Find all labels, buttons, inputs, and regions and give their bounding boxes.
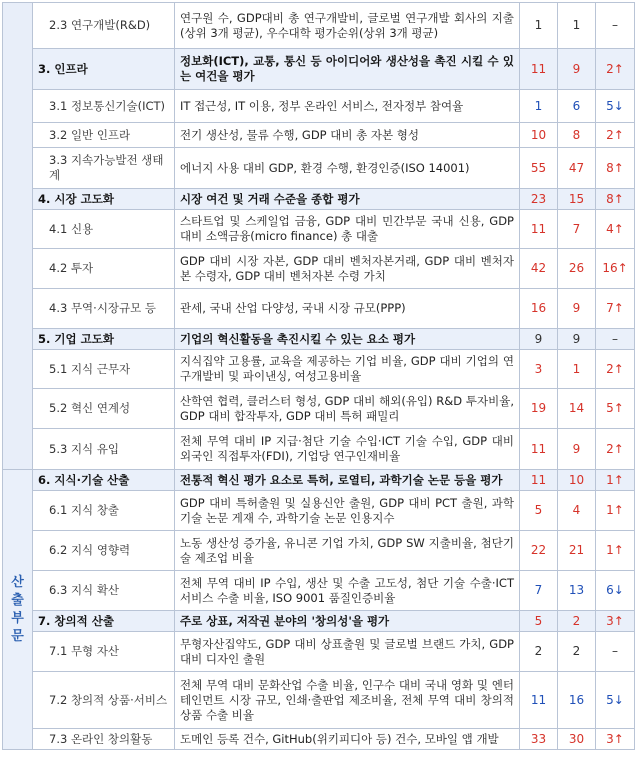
indicator-name: 7.2 창의적 상품·서비스 [33, 672, 175, 729]
rank-current: 2 [558, 632, 596, 672]
table-row [3, 491, 635, 531]
indicator-description: 시장 여건 및 거래 수준을 종합 평가 [175, 189, 520, 210]
innovation-index-table [2, 2, 635, 750]
rank-change [596, 429, 635, 470]
rank-change [596, 672, 635, 729]
arrow-up-icon: ↑ [613, 401, 624, 415]
side-cell-input [3, 3, 33, 470]
rank-current: 4 [558, 491, 596, 531]
indicator-name: 4.2 투자 [33, 249, 175, 289]
indicator-description: 전체 무역 대비 문화산업 수출 비율, 인구수 대비 국내 영화 및 엔터테인먼트 시장 규모, 인쇄·출판업 제조비율, 전체 무역 대비 창의적 상품 수출 비율 [175, 672, 520, 729]
rank-current: 13 [558, 571, 596, 611]
indicator-name: 4.3 무역·시장규모 등 [33, 289, 175, 329]
side-label-output [3, 470, 33, 750]
rank-previous: 42 [520, 249, 558, 289]
indicator-description: 전기 생산성, 물류 수행, GDP 대비 총 자본 형성 [175, 123, 520, 148]
rank-previous: 11 [520, 210, 558, 249]
indicator-name: 7.3 온라인 창의활동 [33, 729, 175, 750]
rank-change [596, 123, 635, 148]
table-row [3, 389, 635, 429]
rank-previous: 5 [520, 491, 558, 531]
category-row [3, 611, 635, 632]
rank-change-value: – [612, 331, 618, 346]
rank-previous: 11 [520, 470, 558, 491]
rank-change-value: 5 [606, 98, 614, 113]
rank-change [596, 90, 635, 123]
category-row [3, 189, 635, 210]
table-row [3, 350, 635, 389]
indicator-description: 전체 무역 대비 IP 수입, 생산 및 수출 고도성, 첨단 기술 수출·ICT 서비스 수출 비율, ISO 9001 품질인증비율 [175, 571, 520, 611]
indicator-description: 관세, 국내 산업 다양성, 국내 시장 규모(PPP) [175, 289, 520, 329]
table-body [3, 3, 635, 750]
rank-change [596, 350, 635, 389]
indicator-name: 5. 기업 고도화 [33, 329, 175, 350]
arrow-up-icon: ↑ [613, 543, 624, 557]
table-row [3, 531, 635, 571]
indicator-description: 지식집약 고용률, 교육을 제공하는 기업 비율, GDP 대비 기업의 연구개발비 및 파이낸싱, 여성고용비율 [175, 350, 520, 389]
rank-previous: 11 [520, 429, 558, 470]
rank-current: 21 [558, 531, 596, 571]
rank-current: 26 [558, 249, 596, 289]
rank-previous: 1 [520, 3, 558, 49]
rank-previous: 11 [520, 672, 558, 729]
table-row [3, 632, 635, 672]
rank-change [596, 49, 635, 90]
rank-change [596, 470, 635, 491]
indicator-name: 6. 지식·기술 산출 [33, 470, 175, 491]
rank-change [596, 148, 635, 189]
table-row [3, 148, 635, 189]
rank-change-value: 2 [606, 441, 614, 456]
rank-change [596, 289, 635, 329]
rank-change [596, 249, 635, 289]
category-row [3, 49, 635, 90]
indicator-name: 5.3 지식 유입 [33, 429, 175, 470]
rank-current: 15 [558, 189, 596, 210]
rank-change-value: 2 [606, 127, 614, 142]
table-row [3, 729, 635, 750]
indicator-name: 6.1 지식 창출 [33, 491, 175, 531]
indicator-description: 무형자산집약도, GDP 대비 상표출원 및 글로벌 브랜드 가치, GDP 대비 디자인 출원 [175, 632, 520, 672]
arrow-up-icon: ↑ [613, 61, 624, 76]
rank-change-value: 1 [606, 472, 614, 487]
rank-previous: 3 [520, 350, 558, 389]
table-row [3, 289, 635, 329]
indicator-name: 6.3 지식 확산 [33, 571, 175, 611]
rank-change-value: – [612, 18, 618, 32]
rank-previous: 22 [520, 531, 558, 571]
rank-change-value: 8 [606, 160, 614, 175]
indicator-description: 전체 무역 대비 IP 지급·첨단 기술 수입·ICT 기술 수입, GDP 대비 외국인 직접투자(FDI), 기업당 연구인재비율 [175, 429, 520, 470]
arrow-up-icon: ↑ [613, 731, 624, 746]
indicator-name: 5.2 혁신 연계성 [33, 389, 175, 429]
arrow-down-icon: ↓ [613, 692, 624, 707]
rank-change [596, 632, 635, 672]
indicator-name: 7. 창의적 산출 [33, 611, 175, 632]
indicator-description: 산학연 협력, 클러스터 형성, GDP 대비 해외(유입) R&D 투자비율, GDP 대비 합작투자, GDP 대비 특허 패밀리 [175, 389, 520, 429]
rank-current: 9 [558, 289, 596, 329]
category-row [3, 470, 635, 491]
rank-change-value: – [612, 644, 618, 658]
rank-current: 9 [558, 49, 596, 90]
table-row [3, 90, 635, 123]
rank-current: 1 [558, 350, 596, 389]
rank-current: 7 [558, 210, 596, 249]
rank-change-value: 4 [606, 221, 614, 236]
indicator-description: 도메인 등록 건수, GitHub(위키피디아 등) 건수, 모바일 앱 개발 [175, 729, 520, 750]
indicator-name: 2.3 연구개발(R&D) [33, 3, 175, 49]
arrow-up-icon: ↑ [617, 261, 628, 275]
table-row [3, 123, 635, 148]
rank-current: 9 [558, 429, 596, 470]
table-row [3, 571, 635, 611]
rank-change-value: 5 [606, 401, 614, 415]
rank-previous: 7 [520, 571, 558, 611]
rank-change-value: 1 [606, 543, 614, 557]
rank-current: 6 [558, 90, 596, 123]
rank-previous: 1 [520, 90, 558, 123]
indicator-description: 기업의 혁신활동을 촉진시킬 수 있는 요소 평가 [175, 329, 520, 350]
indicator-name: 3. 인프라 [33, 49, 175, 90]
indicator-name: 4.1 신용 [33, 210, 175, 249]
table-row [3, 3, 635, 49]
arrow-up-icon: ↑ [613, 503, 624, 517]
indicator-name: 4. 시장 고도화 [33, 189, 175, 210]
side-label-text: 산출부문 [11, 574, 24, 644]
indicator-description: 정보화(ICT), 교통, 통신 등 아이디어와 생산성을 촉진 시킬 수 있는 여건을 평가 [175, 49, 520, 90]
rank-change [596, 210, 635, 249]
arrow-up-icon: ↑ [613, 361, 624, 376]
rank-previous: 5 [520, 611, 558, 632]
category-row [3, 329, 635, 350]
indicator-name: 3.1 정보통신기술(ICT) [33, 90, 175, 123]
rank-previous: 10 [520, 123, 558, 148]
rank-change [596, 389, 635, 429]
rank-change-value: 5 [606, 692, 614, 707]
indicator-description: 스타트업 및 스케일업 금융, GDP 대비 민간부문 국내 신용, GDP 대비 소액금융(micro finance) 총 대출 [175, 210, 520, 249]
rank-change [596, 189, 635, 210]
rank-current: 47 [558, 148, 596, 189]
arrow-up-icon: ↑ [613, 301, 624, 315]
rank-change [596, 531, 635, 571]
rank-current: 8 [558, 123, 596, 148]
rank-previous: 2 [520, 632, 558, 672]
rank-change [596, 571, 635, 611]
rank-change [596, 3, 635, 49]
indicator-description: GDP 대비 특허출원 및 실용신안 출원, GDP 대비 PCT 출원, 과학기술 논문 게재 수, 과학기술 논문 인용지수 [175, 491, 520, 531]
rank-previous: 19 [520, 389, 558, 429]
arrow-up-icon: ↑ [613, 191, 624, 206]
rank-change-value: 3 [606, 613, 614, 628]
rank-previous: 9 [520, 329, 558, 350]
arrow-down-icon: ↓ [613, 98, 624, 113]
rank-previous: 16 [520, 289, 558, 329]
rank-current: 16 [558, 672, 596, 729]
table-row [3, 210, 635, 249]
indicator-description: 전통적 혁신 평가 요소로 특허, 로열티, 과학기술 논문 등을 평가 [175, 470, 520, 491]
rank-change [596, 329, 635, 350]
rank-previous: 23 [520, 189, 558, 210]
indicator-description: 주로 상표, 저작권 분야의 '창의성'을 평가 [175, 611, 520, 632]
rank-change [596, 611, 635, 632]
rank-change-value: 8 [606, 191, 614, 206]
indicator-name: 3.2 일반 인프라 [33, 123, 175, 148]
rank-previous: 11 [520, 49, 558, 90]
rank-current: 30 [558, 729, 596, 750]
rank-current: 9 [558, 329, 596, 350]
rank-change-value: 2 [606, 361, 614, 376]
rank-current: 10 [558, 470, 596, 491]
rank-change-value: 6 [606, 583, 614, 597]
arrow-up-icon: ↑ [613, 613, 624, 628]
arrow-up-icon: ↑ [613, 160, 624, 175]
arrow-up-icon: ↑ [613, 472, 624, 487]
arrow-down-icon: ↓ [613, 583, 624, 597]
rank-current: 2 [558, 611, 596, 632]
rank-change-value: 2 [606, 61, 614, 76]
rank-change-value: 16 [602, 261, 618, 275]
rank-change-value: 1 [606, 503, 614, 517]
table-row [3, 249, 635, 289]
arrow-up-icon: ↑ [613, 441, 624, 456]
indicator-name: 7.1 무형 자산 [33, 632, 175, 672]
arrow-up-icon: ↑ [613, 127, 624, 142]
indicator-description: 에너지 사용 대비 GDP, 환경 수행, 환경인증(ISO 14001) [175, 148, 520, 189]
indicator-description: 연구원 수, GDP대비 총 연구개발비, 글로벌 연구개발 회사의 지출(상위 3개 평균), 우수대학 평가순위(상위 3개 평균) [175, 3, 520, 49]
rank-change [596, 729, 635, 750]
rank-previous: 33 [520, 729, 558, 750]
rank-change [596, 491, 635, 531]
table-row [3, 672, 635, 729]
rank-change-value: 7 [606, 301, 614, 315]
indicator-description: IT 접근성, IT 이용, 정부 온라인 서비스, 전자정부 참여율 [175, 90, 520, 123]
arrow-up-icon: ↑ [613, 221, 624, 236]
rank-current: 14 [558, 389, 596, 429]
indicator-description: 노동 생산성 증가율, 유니콘 기업 가치, GDP SW 지출비율, 첨단기술 제조업 비율 [175, 531, 520, 571]
indicator-name: 6.2 지식 영향력 [33, 531, 175, 571]
indicator-name: 3.3 지속가능발전 생태계 [33, 148, 175, 189]
rank-current: 1 [558, 3, 596, 49]
indicator-name: 5.1 지식 근무자 [33, 350, 175, 389]
rank-change-value: 3 [606, 731, 614, 746]
indicator-description: GDP 대비 시장 자본, GDP 대비 벤처자본거래, GDP 대비 벤처자본 수령자, GDP 대비 벤처자본 수령 가치 [175, 249, 520, 289]
rank-previous: 55 [520, 148, 558, 189]
table-row [3, 429, 635, 470]
